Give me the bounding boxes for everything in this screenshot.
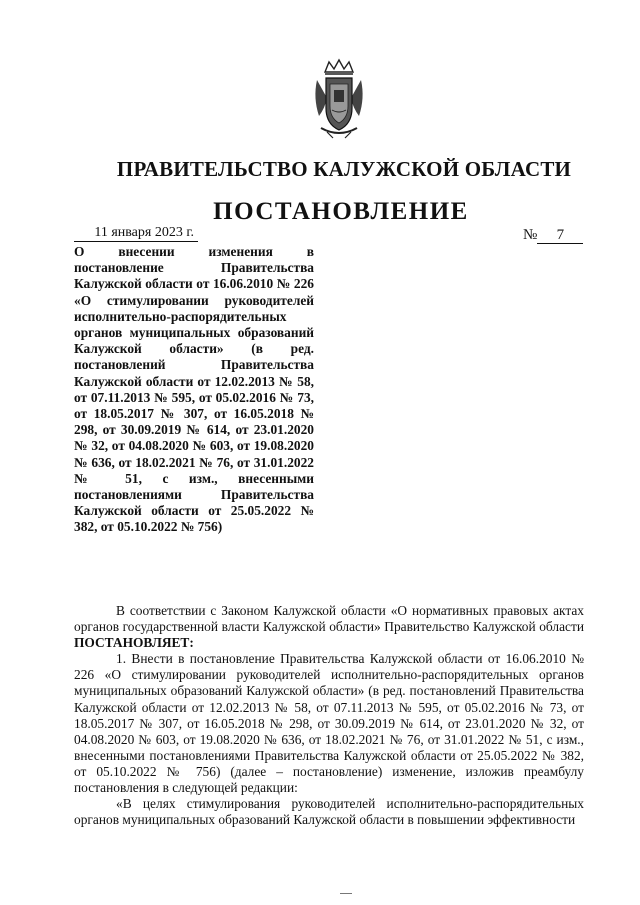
document-date: 11 января 2023 г. (74, 225, 198, 242)
preamble-text: В соответствии с Законом Калужской области «О нормативных правовых актах органов государственной власти Калужской области» Правительство Калужской области (74, 603, 584, 635)
organization-name: ПРАВИТЕЛЬСТВО КАЛУЖСКОЙ ОБЛАСТИ (116, 157, 572, 181)
preamble-paragraph (74, 603, 584, 651)
number-value: 7 (537, 227, 583, 244)
document-number (523, 227, 583, 244)
clause-1-paragraph: 1. Внести в постановление Правительства Калужской области от 16.06.2010 № 226 «О стимулировании руководителей исполнительно-распорядительных органов муниципальных образований Калужской области» (в ред. постановлений Правительства Калужской области от 12.02.2013 № 58, от 07.11.2013 № 595, от 05.02.2016 № 73, от 18.05.2017 № 307, от 16.05.2018 № 298, от 30.09.2019 № 614, от 23.01.2020 № 32, от 04.08.2020 № 603, от 19.08.2020 № 636, от 18.02.2021 № 76, от 31.01.2022 № 51, с изм., внесенными постановлениями Правительства Калужской области от 25.05.2022 № 382, от 05.10.2022 № 756) (далее – постановление) изменение, изложив преамбулу постановления в следующей редакции: (74, 651, 584, 796)
number-label: № (523, 227, 538, 243)
document-subject: О внесении изменения в постановление Правительства Калужской области от 16.06.2010 № 226 «О стимулировании руководителей исполнительно-распорядительных органов муниципальных образований Калужской области» (в ред. постановлений Правительства Калужской области от 12.02.2013 № 58, от 07.11.2013 № 595, от 05.02.2016 № 73, от 18.05.2017 № 307, от 16.05.2018 № 298, от 30.09.2019 № 614, от 23.01.2020 № 32, от 04.08.2020 № 603, от 19.08.2020 № 636, от 18.02.2021 № 76, от 31.01.2022 № 51, с изм., внесенными постановлениями Правительства Калужской области от 25.05.2022 № 382, от 05.10.2022 № 756) (74, 244, 314, 535)
resolves-keyword: ПОСТАНОВЛЯЕТ: (74, 635, 194, 651)
document-type-title: ПОСТАНОВЛЕНИЕ (213, 198, 469, 225)
coat-of-arms-icon (311, 58, 367, 140)
document-body (74, 603, 584, 828)
page-mark (340, 893, 352, 894)
new-preamble-paragraph: «В целях стимулирования руководителей исполнительно-распорядительных органов муниципальных образований Калужской области в повышении эффективности (74, 796, 584, 828)
